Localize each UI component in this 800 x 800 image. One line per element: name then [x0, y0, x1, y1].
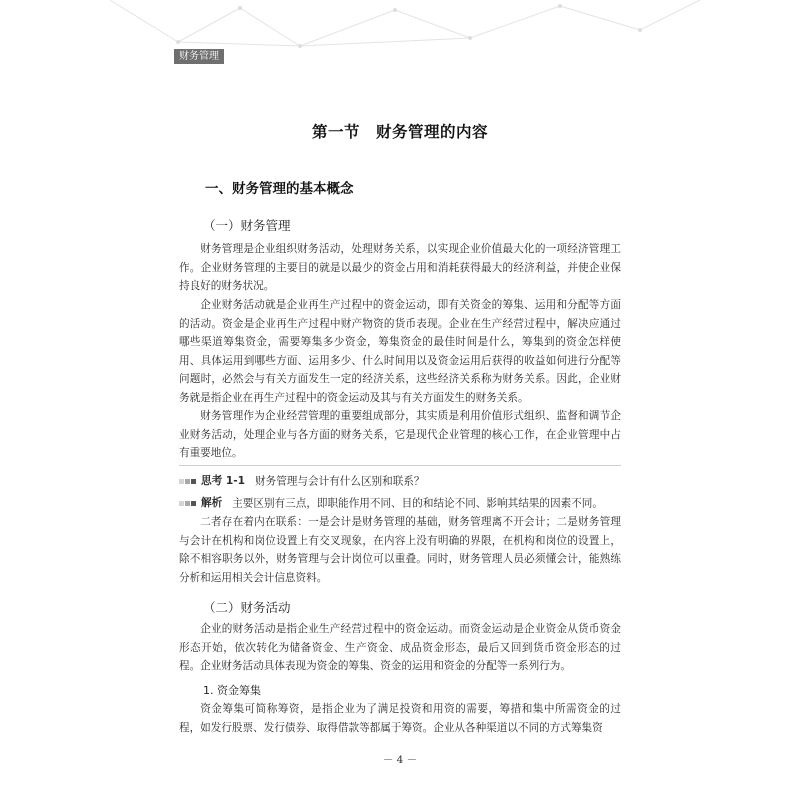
paragraph: 资金筹集可简称筹资，是指企业为了满足投资和用资的需要，筹措和集中所需资金的过程，如发行股票、发行债券、取得借款等都属于筹资。企业从各种渠道以不同的方式筹集资 [179, 703, 621, 734]
subheading-financial-management: （一）财务管理 [203, 218, 291, 233]
paragraph: 企业的财务活动是指企业生产经营过程中的资金运动。而资金运动是企业资金从货币资金形态开始，依次转化为储备资金、生产资金、成品资金形态，最后又回到货币资金形态的过程。企业财务活动具体表现为资金的筹集、资金的运用和资金的分配等一系列行为。 [179, 623, 621, 672]
answer-paragraph: 二者存在着内在联系：一是会计是财务管理的基础，财务管理离不开会计；二是财务管理与会计在机构和岗位设置上有交叉现象，在内容上没有明确的界限，在机构和岗位的设置上，除不相容职务以外，财务管理与会计岗位可以重叠。同时，财务管理人员必须懂会计，能熟练分析和运用相关会计信息资料。 [179, 516, 621, 584]
paragraph: 财务管理是企业组织财务活动，处理财务关系，以实现企业价值最大化的一项经济管理工作。企业财务管理的主要目的就是以最少的资金占用和消耗获得最大的经济利益，并使企业保持良好的财务状况。 [179, 243, 621, 292]
think-label: 思考 1-1 [201, 475, 246, 488]
think-question-row [179, 472, 621, 491]
paragraph: 财务管理作为企业经营管理的重要组成部分，其实质是利用价值形式组织、监督和调节企业财务活动，处理企业与各方面的财务关系，它是现代企业管理的核心工作，在企业管理中占有重要地位。 [179, 410, 621, 459]
item-heading-fundraising: 1. 资金筹集 [203, 684, 261, 697]
think-question: 财务管理与会计有什么区别和联系？ [255, 475, 425, 488]
square-marker-icon [179, 494, 197, 513]
square-marker-icon [179, 472, 197, 491]
page-number: － 4 － [382, 754, 418, 766]
subheading-financial-activities: （二）财务活动 [203, 600, 291, 615]
header-decoration [0, 0, 800, 70]
answer-first-line: 主要区别有三点，即职能作用不同、目的和结论不同、影响其结果的因素不同。 [232, 497, 603, 510]
answer-row [179, 494, 621, 513]
running-header-tag: 财务管理 [174, 49, 224, 64]
divider [179, 465, 621, 466]
section-title: 第一节 财务管理的内容 [311, 123, 488, 141]
answer-label: 解析 [201, 497, 223, 510]
heading-level-1: 一、财务管理的基本概念 [205, 181, 354, 197]
paragraph: 企业财务活动就是企业再生产过程中的资金运动，即有关资金的筹集、运用和分配等方面的活动。资金是企业再生产过程中财产物资的货币表现。企业在生产经营过程中，解决应通过哪些渠道筹集资金，需要筹集多少资金，筹集资金的最佳时间是什么，筹集到的资金怎样使用、具体运用到哪些方面、运用多少、什么时间用以及资金运用后获得的收益如何进行分配等问题时，必然会与有关方面发生一定的经济关系，这些经济关系称为财务关系。因此，企业财务就是指企业在再生产过程中的资金运动及其与有关方面发生的财务关系。 [179, 299, 621, 404]
